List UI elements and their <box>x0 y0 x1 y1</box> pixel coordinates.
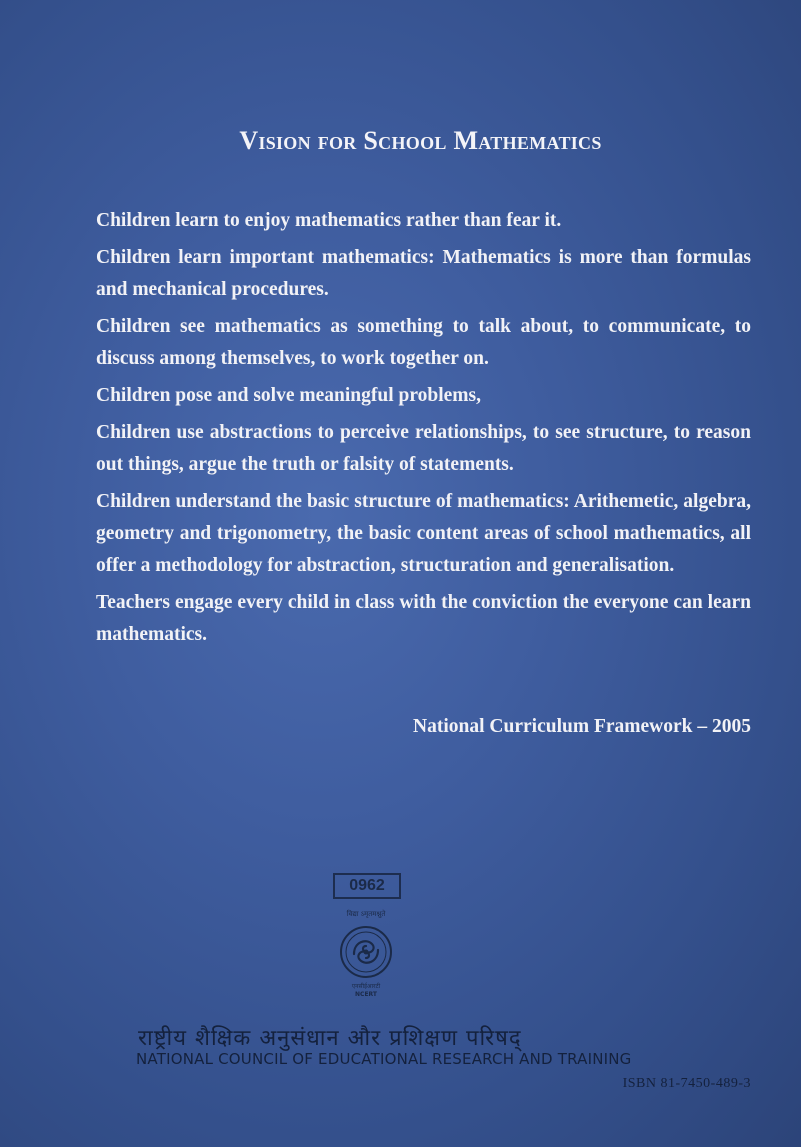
vision-statement: Children use abstractions to perceive relationships, to see structure, to reason out things, argue the truth or falsity of statements. <box>96 422 751 475</box>
vision-statement: Children see mathematics as something to talk about, to communicate, to discuss among themselves, to work together on. <box>96 316 751 369</box>
logo-name: NCERT <box>355 991 377 998</box>
attribution: National Curriculum Framework – 2005 <box>413 716 751 737</box>
publisher-name: NATIONAL COUNCIL OF EDUCATIONAL RESEARCH AND TRAINING <box>136 1050 632 1068</box>
publisher-name-hindi: राष्ट्रीय शैक्षिक अनुसंधान और प्रशिक्षण परिषद् <box>138 1026 522 1051</box>
logo-motto: विद्या ऽमृतमश्नुते <box>346 910 386 918</box>
ncert-logo <box>326 910 406 1010</box>
ncert-emblem-icon <box>338 924 394 980</box>
isbn: ISBN 81-7450-489-3 <box>622 1076 751 1091</box>
vision-statement: Teachers engage every child in class with the conviction the everyone can learn mathematics. <box>96 592 751 645</box>
vision-statement: Children understand the basic structure of mathematics: Arithemetic, algebra, geometry and trigonometry, the basic content areas of school mathematics, all offer a methodology for abstraction, structuration and generalisation. <box>96 491 751 576</box>
page-title: Vision for School Mathematics <box>239 126 602 155</box>
vision-statement: Children learn to enjoy mathematics rather than fear it. <box>96 210 562 231</box>
vision-statements <box>96 205 751 656</box>
book-code: 0962 <box>333 873 401 899</box>
vision-statement: Children pose and solve meaningful problems, <box>96 385 482 406</box>
logo-name-hindi: एनसीईआरटी <box>351 983 381 990</box>
vision-statement: Children learn important mathematics: Mathematics is more than formulas and mechanical procedures. <box>96 247 751 300</box>
